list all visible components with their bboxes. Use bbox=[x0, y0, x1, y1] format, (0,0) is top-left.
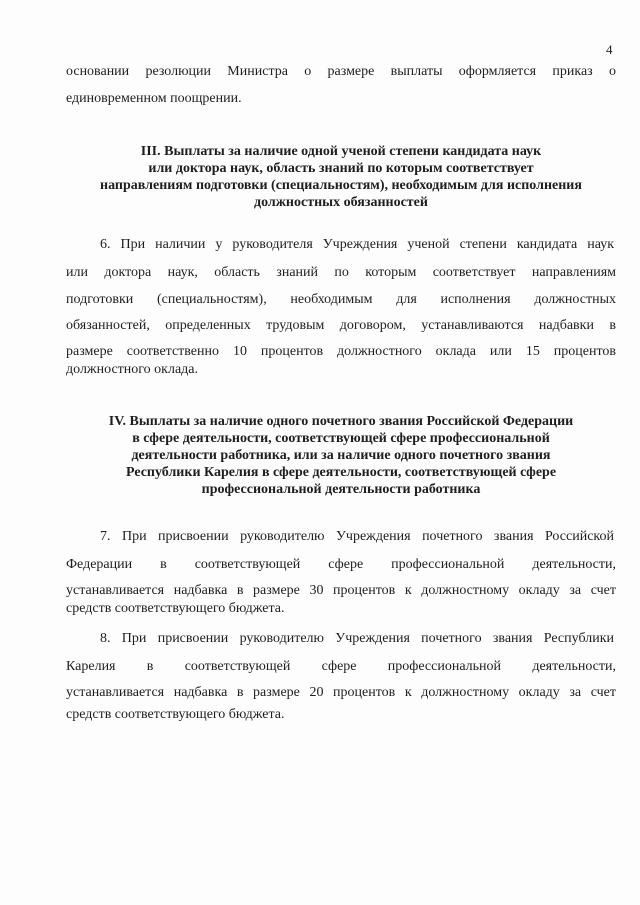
intro-line-1: основании резолюции Министра о размере выплаты оформляется приказ о bbox=[66, 64, 616, 79]
page-number: 4 bbox=[606, 42, 613, 57]
para-8-line-2: Карелия в соответствующей сфере профессиональной деятельности, bbox=[66, 659, 616, 674]
section-4-heading-line-2: в сфере деятельности, соответствующей сфере профессиональной bbox=[132, 431, 550, 446]
para-6-line-5: размере соответственно 10 процентов должностного оклада или 15 процентов bbox=[66, 344, 616, 359]
para-6-line-3: подготовки (специальностям), необходимым для исполнения должностных bbox=[66, 292, 616, 307]
para-6-line-6: должностного оклада. bbox=[66, 362, 198, 377]
section-4-heading-line-5: профессиональной деятельности работника bbox=[201, 482, 481, 497]
section-3-heading bbox=[64, 143, 618, 211]
section-3-heading-line-1: III. Выплаты за наличие одной ученой степени кандидата наук bbox=[140, 144, 542, 159]
section-4-heading bbox=[64, 413, 618, 498]
section-3-heading-line-2: или доктора наук, область знаний по которым соответствует bbox=[148, 161, 534, 176]
section-4-heading-line-1: IV. Выплаты за наличие одного почетного звания Российской Федерации bbox=[108, 414, 574, 429]
intro-line-2: единовременном поощрении. bbox=[66, 91, 242, 106]
para-8-line-1: 8. При присвоении руководителю Учреждения почетного звания Республики bbox=[100, 631, 614, 646]
section-4-heading-line-3: деятельности работника, или за наличие одного почетного звания bbox=[131, 448, 551, 463]
section-3-heading-line-3: направлениям подготовки (специальностям), необходимым для исполнения bbox=[100, 178, 582, 193]
para-7-line-2: Федерации в соответствующей сфере профессиональной деятельности, bbox=[66, 557, 616, 572]
para-6-line-2: или доктора наук, область знаний по которым соответствует направлениям bbox=[66, 265, 616, 280]
section-3-heading-line-4: должностных обязанностей bbox=[254, 195, 428, 210]
para-7-line-1: 7. При присвоении руководителю Учреждения почетного звания Российской bbox=[100, 529, 614, 544]
para-7-line-4: средств соответствующего бюджета. bbox=[66, 601, 285, 616]
para-8-line-3: устанавливается надбавка в размере 20 процентов к должностному окладу за счет bbox=[66, 685, 616, 700]
para-6-line-1: 6. При наличии у руководителя Учреждения ученой степени кандидата наук bbox=[100, 237, 614, 252]
para-8-line-4: средств соответствующего бюджета. bbox=[66, 707, 285, 722]
para-7-line-3: устанавливается надбавка в размере 30 процентов к должностному окладу за счет bbox=[66, 583, 616, 598]
para-6-line-4: обязанностей, определенных трудовым договором, устанавливаются надбавки в bbox=[66, 318, 616, 333]
section-4-heading-line-4: Республики Карелия в сфере деятельности, соответствующей сфере bbox=[125, 465, 557, 480]
